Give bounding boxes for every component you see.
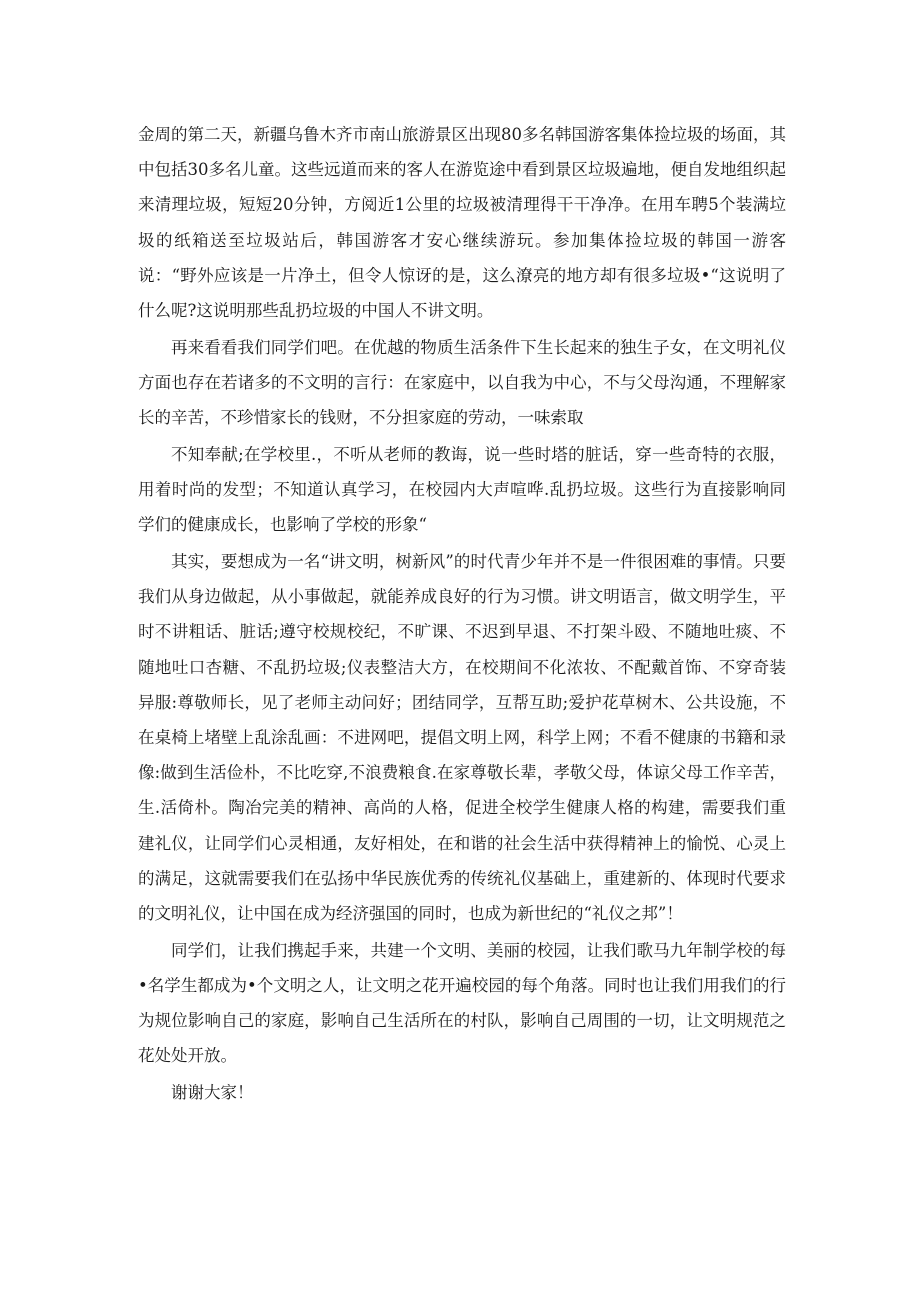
paragraph-civilized-youth: 其实，要想成为一名“讲文明，树新风”的时代青少年并不是一件很困难的事情。只要我们从身边做起，从小事做起，就能养成良好的行为习惯。讲文明语言，做文明学生，平时不讲粗话、脏话;遵守校规校纪，不旷课、不迟到早退、不打架斗殴、不随地吐痰、不随地吐口杏糖、不乱扔垃圾;仪表整洁大方，在校期间不化浓妆、不配戴首饰、不穿奇装异服:尊敬师长，见了老师主动问好；团结同学，互帮互助;爱护花草树木、公共设施，不在桌椅上堵壁上乱涂乱画：不进网吧，提倡文明上网，科学上网；不看不健康的书籍和录像:做到生活俭朴，不比吃穿,不浪费粮食.在家尊敬长辈，孝敬父母，体谅父母工作辛苦，生.活倚朴。陶冶完美的精神、高尚的人格，促进全校学生健康人格的构建，需要我们重建礼仪，让同学们心灵相通，友好相处，在和谐的社会生活中获得精神上的愉悦、心灵上的满足，这就需要我们在弘扬中华民族优秀的传统礼仪基础上，重建新的、体现时代要求的文明礼仪，让中国在成为经济强国的同时，也成为新世纪的“礼仪之邦”！ bbox=[138, 551, 786, 923]
paragraph-thanks: 谢谢大家！ bbox=[171, 1082, 254, 1102]
paragraph-school-behavior: 不知奉献;在学校里.，不听从老师的教诲，说一些时塔的脏话，穿一些奇特的衣服，用着时尚的发型；不知道认真学习，在校园内大声喧哗.乱扔垃圾。这些行为直接影响同学们的健康成长，也影响了学校的形象“ bbox=[138, 444, 786, 535]
document-body bbox=[138, 117, 786, 1112]
paragraph-students-behavior: 再来看看我们同学们吧。在优越的物质生活条件下生长起来的独生子女，在文明礼仪方面也存在若诸多的不文明的言行：在家庭中，以自我为中心，不与父母沟通，不理解家长的辛苦，不珍惜家长的钱财，不分担家庭的劳动，一味索取 bbox=[138, 337, 786, 428]
paragraph-gold-week-story: 金周的第二天，新疆乌鲁木齐市南山旅游景区出现80多名韩国游客集体捡垃圾的场面，其中包括30多名儿童。这些远道而来的客人在游览途中看到景区垃圾遍地，便自发地组织起来清理垃圾，短短20分钟，方阅近1公里的垃圾被清理得干干净净。在用车聘5个装满垃圾的纸箱送至垃圾站后，韩国游客才安心继续游玩。参加集体捡垃圾的韩国一游客说：“野外应该是一片净土，但令人惊讶的是，这么潦亮的地方却有很多垃圾•“这说明了什么呢?这说明那些乱扔垃圾的中国人不讲文明。 bbox=[138, 125, 786, 321]
paragraph-call-to-action: 同学们，让我们携起手来，共建一个文明、美丽的校园，让我们歌马九年制学校的每•名学生都成为•个文明之人，让文明之花开遍校园的每个角落。同时也让我们用我们的行为规位影响自己的家庭，影响自己生活所在的村队，影响自己周围的一切，让文明规范之花处处开放。 bbox=[138, 940, 786, 1066]
